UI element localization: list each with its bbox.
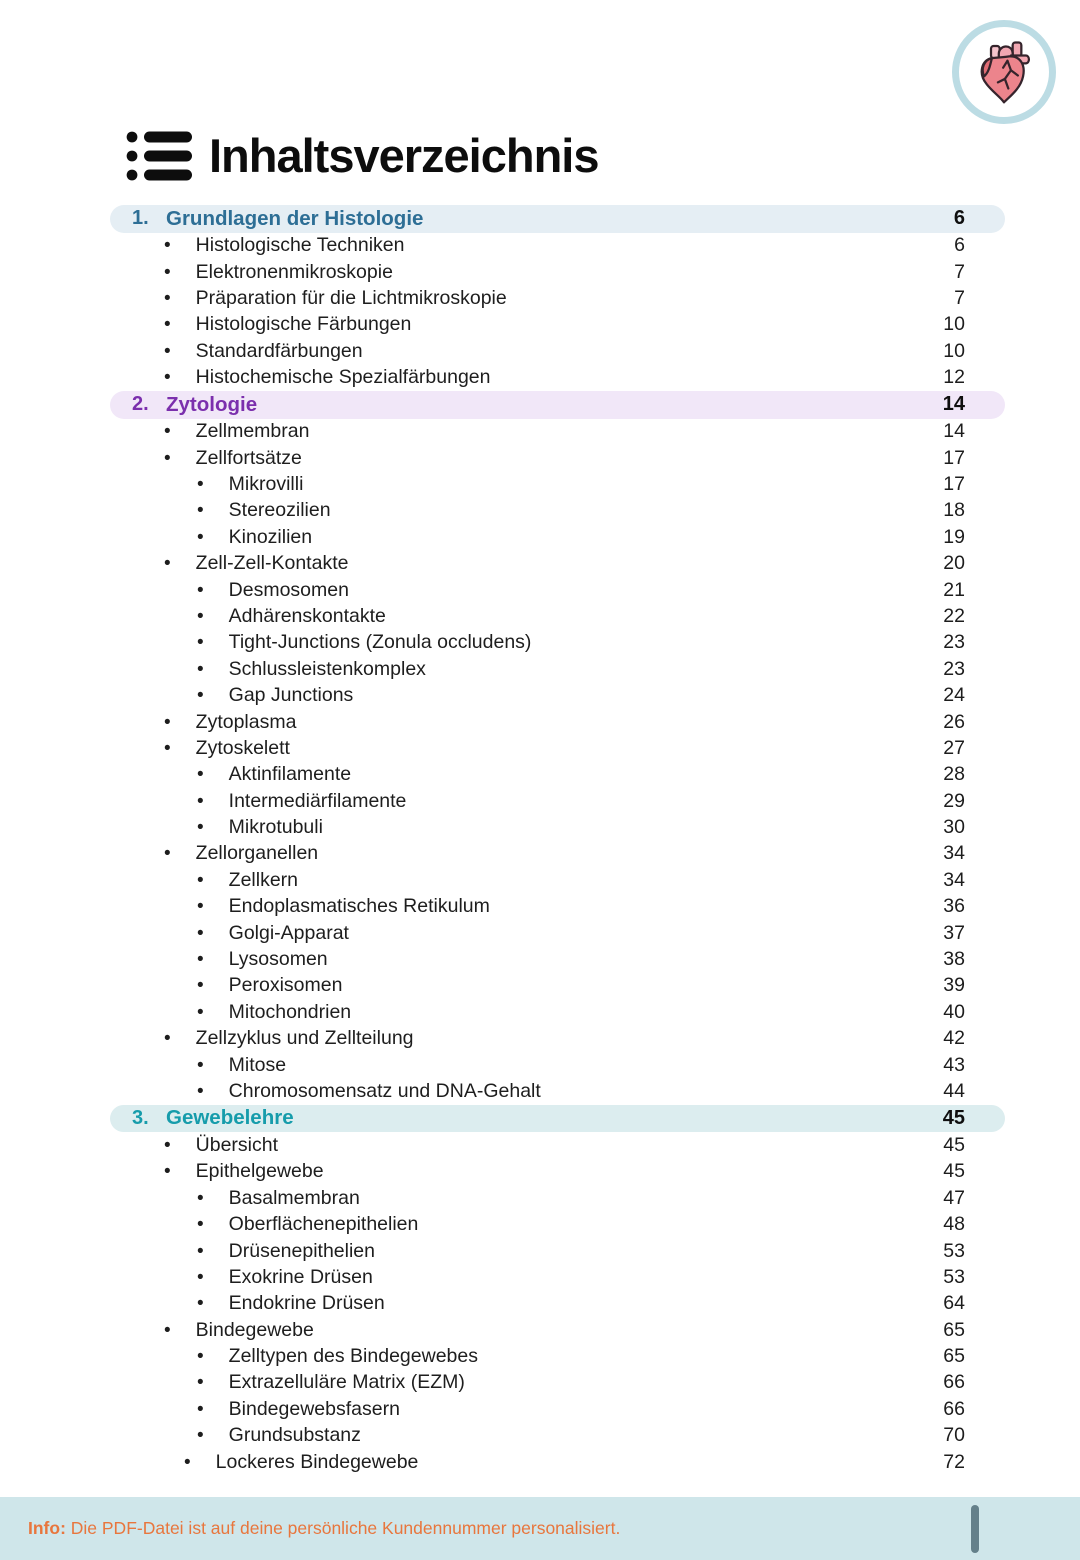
heart-icon	[965, 33, 1043, 111]
toc-section-page: 6	[953, 207, 965, 230]
bullet-icon: •	[197, 605, 204, 627]
toc-item-page: 72	[943, 1450, 965, 1473]
page-title: Inhaltsverzeichnis	[209, 129, 599, 182]
toc-item-label: Mitose	[228, 1053, 287, 1076]
toc-item-page: 19	[943, 525, 965, 548]
toc-list	[110, 205, 1005, 1475]
toc-item-label: Drüsenepithelien	[228, 1239, 376, 1262]
toc-item-page: 23	[943, 657, 965, 680]
bullet-icon: •	[197, 869, 204, 891]
toc-item-row[interactable]	[110, 1396, 1005, 1422]
toc-item-row[interactable]	[110, 999, 1005, 1025]
footer-info	[28, 1518, 620, 1539]
toc-item-page: 38	[943, 948, 965, 971]
toc-item-row[interactable]	[110, 498, 1005, 524]
bullet-icon: •	[197, 1293, 204, 1315]
toc-item-row[interactable]	[110, 920, 1005, 946]
toc-item-label: Lysosomen	[228, 948, 328, 971]
bullet-icon: •	[197, 1001, 204, 1023]
toc-item-label: Oberflächenepithelien	[228, 1213, 419, 1236]
toc-section-header[interactable]	[110, 205, 1005, 233]
toc-item-row[interactable]	[110, 471, 1005, 497]
bullet-icon: •	[197, 1398, 204, 1420]
toc-item-page: 14	[943, 420, 965, 443]
toc-item-page: 29	[943, 789, 965, 812]
toc-item-row[interactable]	[110, 550, 1005, 576]
toc-item-page: 65	[943, 1318, 965, 1341]
bullet-icon: •	[197, 632, 204, 654]
toc-item-page: 17	[943, 446, 965, 469]
toc-item-row[interactable]	[110, 524, 1005, 550]
toc-item-page: 36	[943, 895, 965, 918]
toc-item-label: Mikrovilli	[228, 473, 304, 495]
toc-item-page: 70	[943, 1424, 965, 1447]
toc-item-label: Übersicht	[195, 1133, 279, 1156]
toc-section-page: 14	[942, 393, 965, 416]
bullet-icon: •	[197, 500, 204, 522]
toc-item-row[interactable]	[110, 814, 1005, 840]
bullet-icon: •	[197, 579, 204, 601]
bullet-icon: •	[164, 711, 171, 733]
toc-item-page: 66	[943, 1397, 965, 1420]
bullet-icon: •	[164, 447, 171, 469]
toc-item-row[interactable]	[110, 312, 1005, 338]
bullet-icon: •	[164, 235, 171, 257]
toc-item-row[interactable]	[110, 1185, 1005, 1211]
toc-item-label: Endoplasmatisches Retikulum	[228, 895, 490, 918]
bullet-icon: •	[197, 526, 204, 548]
toc-item-page: 6	[954, 234, 965, 257]
footer-divider-bar	[971, 1505, 979, 1553]
toc-section-page: 45	[942, 1106, 965, 1129]
footer	[0, 1497, 1080, 1560]
toc-item-page: 17	[943, 473, 965, 495]
toc-section-header[interactable]	[110, 1105, 1005, 1133]
toc-item-label: Peroxisomen	[228, 974, 343, 997]
toc-item-row[interactable]	[110, 445, 1005, 471]
toc-item-label: Standardfärbungen	[195, 339, 363, 362]
heart-logo	[952, 20, 1056, 124]
toc-item-label: Stereozilien	[228, 499, 331, 522]
toc-item-page: 26	[943, 710, 965, 733]
toc-item-row[interactable]	[110, 735, 1005, 761]
bullet-icon: •	[197, 975, 204, 997]
bullet-icon: •	[197, 896, 204, 918]
toc-item-label: Zellmembran	[195, 420, 310, 443]
bullet-icon: •	[164, 367, 171, 389]
toc-item-page: 7	[954, 260, 965, 283]
toc-item-label: Mitochondrien	[228, 1000, 352, 1023]
toc-item-page: 43	[943, 1053, 965, 1076]
toc-item-page: 22	[943, 604, 965, 627]
toc-item-label: Zellfortsätze	[195, 446, 302, 469]
toc-item-row[interactable]	[110, 1211, 1005, 1237]
toc-item-row[interactable]	[110, 894, 1005, 920]
toc-item-label: Kinozilien	[228, 525, 313, 548]
toc-item-page: 7	[954, 287, 965, 310]
toc-item-label: Histologische Färbungen	[195, 313, 412, 336]
bullet-icon: •	[197, 949, 204, 971]
toc-item-label: Bindegewebsfasern	[228, 1397, 400, 1420]
toc-item-row[interactable]	[110, 1343, 1005, 1369]
toc-section-number: 3.	[132, 1106, 149, 1129]
bullet-icon: •	[164, 314, 171, 336]
toc-item-page: 45	[943, 1133, 965, 1156]
toc-item-label: Histologische Techniken	[195, 234, 405, 257]
toc-item-row[interactable]	[110, 1423, 1005, 1449]
bullet-icon: •	[197, 1080, 204, 1102]
bullet-icon: •	[197, 922, 204, 944]
bullet-icon: •	[197, 1425, 204, 1447]
toc-section-number: 2.	[132, 393, 149, 416]
toc-item-row[interactable]	[110, 603, 1005, 629]
toc-item-page: 40	[943, 1000, 965, 1023]
toc-section-header[interactable]	[110, 391, 1005, 419]
bullet-icon: •	[164, 1161, 171, 1183]
toc-item-row[interactable]	[110, 1159, 1005, 1185]
toc-item-label: Schlussleistenkomplex	[228, 657, 426, 680]
bullet-icon: •	[164, 1319, 171, 1341]
toc-item-page: 23	[943, 631, 965, 654]
toc-item-page: 65	[943, 1345, 965, 1368]
toc-item-label: Golgi-Apparat	[228, 921, 349, 944]
toc-item-row[interactable]	[110, 841, 1005, 867]
bullet-icon: •	[164, 1134, 171, 1156]
toc-item-page: 45	[943, 1160, 965, 1183]
toc-item-label: Extrazelluläre Matrix (EZM)	[228, 1371, 465, 1394]
toc-item-row[interactable]	[110, 1317, 1005, 1343]
bullet-icon: •	[197, 1372, 204, 1394]
toc-item-page: 42	[943, 1027, 965, 1050]
toc-item-row[interactable]	[110, 285, 1005, 311]
toc-item-row[interactable]	[110, 946, 1005, 972]
toc-item-row[interactable]	[110, 1026, 1005, 1052]
toc-item-row[interactable]	[110, 867, 1005, 893]
bullet-icon: •	[164, 421, 171, 443]
toc-item-page: 12	[943, 366, 965, 389]
toc-item-label: Histochemische Spezialfärbungen	[195, 366, 491, 389]
toc-item-row[interactable]	[110, 419, 1005, 445]
toc-item-label: Elektronenmikroskopie	[195, 260, 393, 283]
bullet-icon: •	[197, 1054, 204, 1076]
toc-item-label: Exokrine Drüsen	[228, 1265, 373, 1288]
bullet-icon: •	[164, 737, 171, 759]
toc-item-label: Zellorganellen	[195, 842, 319, 865]
toc-item-row[interactable]	[110, 630, 1005, 656]
toc-item-page: 21	[943, 578, 965, 601]
bullet-icon: •	[197, 1187, 204, 1209]
toc-item-row[interactable]	[110, 682, 1005, 708]
toc-item-page: 39	[943, 974, 965, 997]
toc-item-row[interactable]	[110, 656, 1005, 682]
toc-item-row[interactable]	[110, 1449, 1005, 1475]
toc-item-label: Zytoplasma	[195, 710, 297, 733]
bullet-icon: •	[164, 553, 171, 575]
bullet-icon: •	[164, 288, 171, 310]
bullet-icon: •	[197, 474, 204, 495]
toc-item-page: 10	[943, 339, 965, 362]
toc-item-label: Endokrine Drüsen	[228, 1292, 385, 1315]
toc-item-row[interactable]	[110, 1238, 1005, 1264]
toc-item-page: 53	[943, 1239, 965, 1262]
bullet-icon: •	[164, 261, 171, 283]
toc-item-row[interactable]	[110, 1052, 1005, 1078]
toc-item-label: Zelltypen des Bindegewebes	[228, 1345, 478, 1368]
toc-item-label: Zell-Zell-Kontakte	[195, 552, 349, 575]
bullet-icon: •	[197, 1240, 204, 1262]
toc-item-label: Bindegewebe	[195, 1318, 314, 1341]
toc-item-label: Gap Junctions	[228, 684, 354, 707]
toc-item-row[interactable]	[110, 973, 1005, 999]
toc-section-title: Zytologie	[166, 392, 258, 416]
toc-item-label: Präparation für die Lichtmikroskopie	[195, 287, 507, 310]
toc-section-number: 1.	[132, 207, 149, 230]
toc-item-row[interactable]	[110, 1132, 1005, 1158]
bullet-icon: •	[164, 340, 171, 362]
toc-item-page: 10	[943, 313, 965, 336]
footer-info-text: Die PDF-Datei ist auf deine persönliche Kundennummer personalisiert.	[65, 1518, 621, 1538]
toc-item-label: Desmosomen	[228, 578, 349, 601]
bullet-icon: •	[197, 685, 204, 707]
toc-item-label: Intermediärfilamente	[228, 789, 407, 812]
toc-item-label: Zellkern	[228, 868, 299, 891]
toc-item-label: Chromosomensatz und DNA-Gehalt	[228, 1079, 541, 1102]
toc-item-label: Basalmembran	[228, 1186, 360, 1209]
toc-item-page: 34	[943, 868, 965, 891]
toc-item-page: 48	[943, 1213, 965, 1236]
toc-item-page: 18	[943, 499, 965, 522]
bullet-icon: •	[197, 1346, 204, 1368]
bullet-icon: •	[197, 658, 204, 680]
toc-item-row[interactable]	[110, 1291, 1005, 1317]
bullet-icon: •	[197, 790, 204, 812]
toc-item-page: 28	[943, 763, 965, 786]
toc-item-row[interactable]	[110, 259, 1005, 285]
toc-item-label: Zytoskelett	[195, 736, 290, 759]
toc-item-row[interactable]	[110, 1264, 1005, 1290]
toc-item-label: Aktinfilamente	[228, 763, 352, 786]
bullet-icon: •	[197, 1266, 204, 1288]
toc-item-page: 66	[943, 1371, 965, 1394]
toc-item-label: Zellzyklus und Zellteilung	[195, 1027, 414, 1050]
title-row	[126, 128, 599, 183]
footer-info-label: Info:	[28, 1518, 66, 1538]
toc-section-title: Gewebelehre	[166, 1106, 294, 1130]
bullet-icon: •	[184, 1451, 191, 1473]
toc-item-page: 64	[943, 1292, 965, 1315]
toc-section-title: Grundlagen der Histologie	[166, 206, 424, 230]
toc-item-label: Grundsubstanz	[228, 1424, 361, 1447]
toc-item-label: Mikrotubuli	[228, 816, 323, 839]
toc-item-row[interactable]	[110, 788, 1005, 814]
toc-item-page: 30	[943, 816, 965, 839]
toc-item-row[interactable]	[110, 1370, 1005, 1396]
toc-item-label: Lockeres Bindegewebe	[215, 1450, 419, 1473]
toc-item-page: 47	[943, 1186, 965, 1209]
toc-item-page: 34	[943, 842, 965, 865]
toc-item-row[interactable]	[110, 1078, 1005, 1104]
toc-item-row[interactable]	[110, 762, 1005, 788]
toc-item-label: Epithelgewebe	[195, 1160, 324, 1183]
toc-item-row[interactable]	[110, 577, 1005, 603]
bullet-icon: •	[197, 817, 204, 839]
toc-item-page: 20	[943, 552, 965, 575]
toc-item-page: 27	[943, 736, 965, 759]
bullet-icon: •	[197, 1214, 204, 1236]
toc-item-label: Adhärenskontakte	[228, 604, 386, 627]
toc-item-row[interactable]	[110, 233, 1005, 259]
toc-item-page: 24	[943, 684, 965, 707]
toc-item-row[interactable]	[110, 365, 1005, 391]
toc-item-label: Tight-Junctions (Zonula occludens)	[228, 631, 532, 654]
bullet-icon: •	[164, 1028, 171, 1050]
bullet-icon: •	[197, 764, 204, 786]
toc-item-row[interactable]	[110, 338, 1005, 364]
toc-item-page: 44	[943, 1079, 965, 1102]
list-icon	[126, 129, 194, 183]
bullet-icon: •	[164, 843, 171, 865]
toc-item-page: 53	[943, 1265, 965, 1288]
toc-item-row[interactable]	[110, 709, 1005, 735]
toc-item-page: 37	[943, 921, 965, 944]
